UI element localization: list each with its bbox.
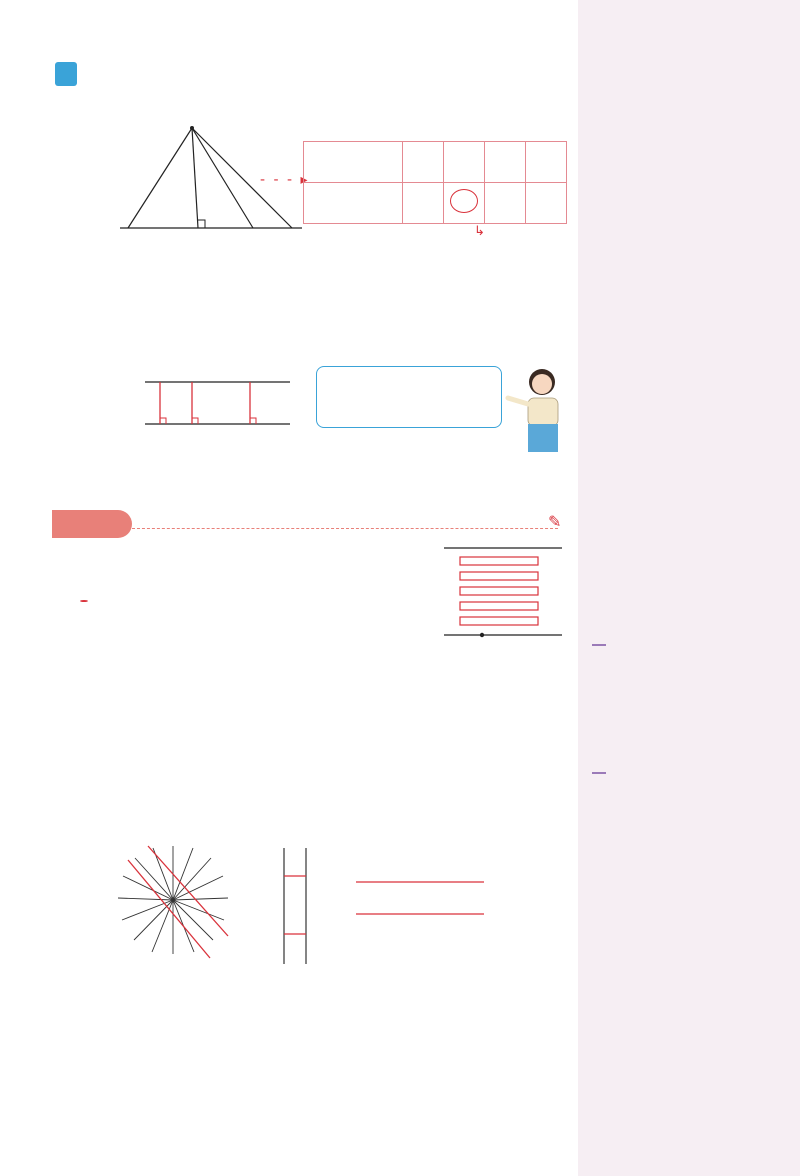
example-number-badge bbox=[55, 62, 77, 86]
segment-length-table bbox=[303, 141, 567, 224]
table-header-ac bbox=[444, 142, 485, 183]
speech-bubble bbox=[316, 366, 502, 428]
table-value-ab bbox=[403, 183, 444, 224]
parallel-lines-figure bbox=[140, 374, 300, 434]
table-header-label bbox=[304, 142, 403, 183]
table-value-ac bbox=[444, 183, 485, 224]
table-value-ad bbox=[485, 183, 526, 224]
knowledge-sidebar bbox=[578, 0, 800, 1176]
q1-line2 bbox=[80, 580, 460, 614]
table-value-ae bbox=[526, 183, 567, 224]
practice-divider bbox=[132, 528, 558, 529]
method-tip-label-2 bbox=[592, 772, 606, 774]
sidebar-title bbox=[592, 54, 792, 82]
teacher-illustration bbox=[504, 362, 574, 456]
pencil-icon: ✎ bbox=[548, 512, 562, 531]
table-header-ae bbox=[526, 142, 567, 183]
table-header-ad bbox=[485, 142, 526, 183]
zigzag-lines-figure bbox=[266, 846, 326, 968]
table-row-label bbox=[304, 183, 403, 224]
shortest-note: ↳ bbox=[474, 224, 485, 239]
starburst-lines-figure bbox=[118, 840, 238, 970]
arrow-to-table: - - - ▸ bbox=[260, 172, 310, 188]
table-header-ab bbox=[403, 142, 444, 183]
practice-header bbox=[52, 510, 132, 538]
diamond-lines-figure bbox=[356, 856, 486, 940]
road-crosswalk-figure bbox=[444, 544, 564, 656]
method-tip-label-1 bbox=[592, 644, 606, 646]
